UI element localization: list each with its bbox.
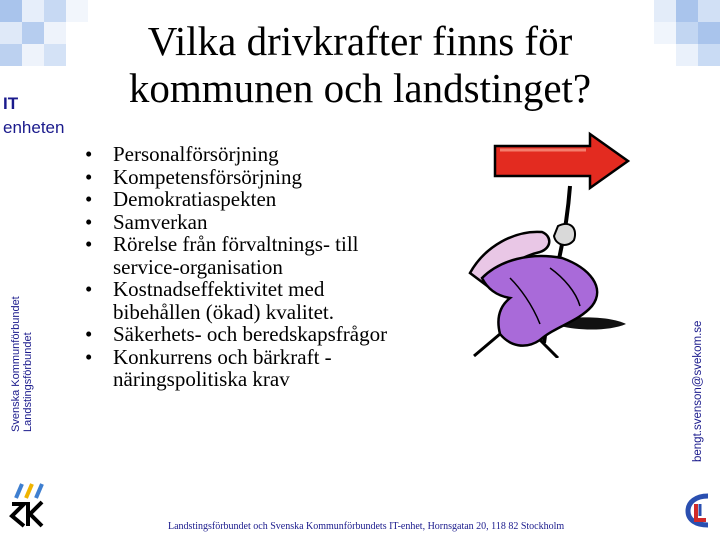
bullet-item: • Konkurrens och bärkraft - näringspolitiska krav (85, 346, 403, 391)
footer-address: Landstingsförbundet och Svenska Kommunförbundets IT-enhet, Hornsgatan 20, 118 82 Stockholm (168, 521, 565, 532)
side-email-label: bengt.svenson@svekom.se (692, 320, 704, 462)
page-title (95, 18, 625, 112)
bullet-item: • Säkerhets- och beredskapsfrågor (85, 323, 413, 346)
figure-with-arrow-illustration (440, 128, 640, 358)
side-org-line2: Landstingsförbundet (22, 332, 34, 432)
bullet-item: • Rörelse från förvaltnings- till service-organisation (85, 233, 413, 278)
skl-logo-icon (8, 482, 48, 528)
enheten-label: enheten (3, 118, 65, 137)
landstingsforbundet-logo-icon (684, 492, 714, 528)
it-label: IT (3, 94, 19, 113)
side-org-line1: Svenska Kommunförbundet (10, 296, 22, 432)
bullet-item: • Kompetensförsörjning (85, 166, 413, 189)
bullet-item: • Samverkan (85, 211, 413, 234)
bullet-item: • Personalförsörjning (85, 143, 413, 166)
bullet-list (85, 143, 413, 391)
corner-grid-top-right (640, 0, 720, 80)
bullet-item: • Demokratiaspekten (85, 188, 413, 211)
title-line1: Vilka drivkrafter finns för (147, 18, 573, 64)
side-organization-label (10, 296, 34, 432)
title-line2: kommunen och landstinget? (128, 65, 592, 111)
bullet-item: • Kostnadseffektivitet med bibehållen (ökad) kvalitet. (85, 278, 403, 323)
corner-grid-top-left (0, 0, 90, 75)
